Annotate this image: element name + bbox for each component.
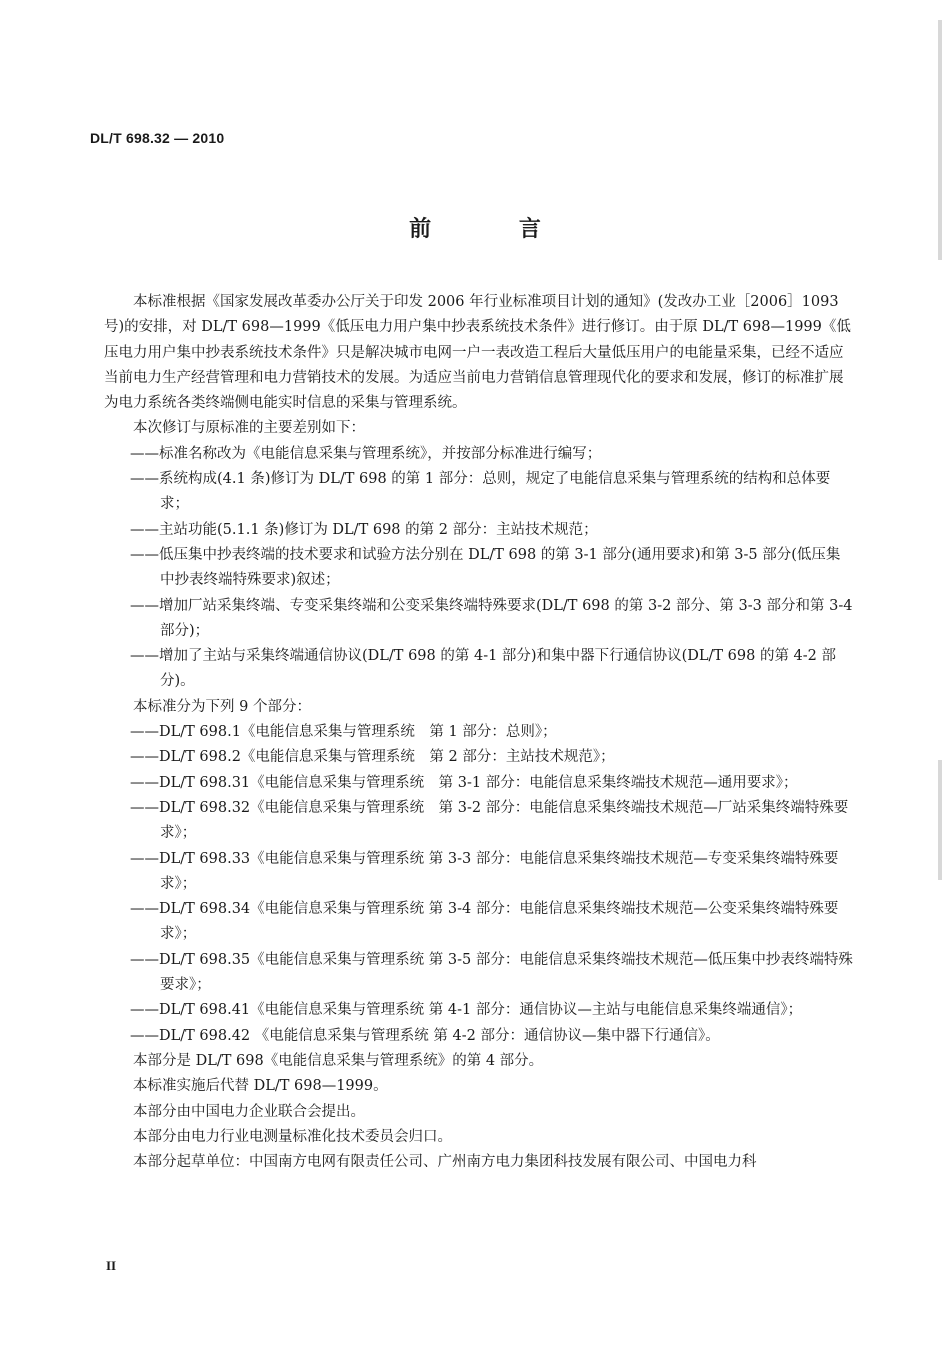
list-item: ——低压集中抄表终端的技术要求和试验方法分别在 DL/T 698 的第 3-1 部分(通用要求)和第 3-5 部分(低压集中抄表终端特殊要求)叙述； <box>130 546 841 589</box>
scan-edge-mark <box>938 760 942 880</box>
list-item: ——主站功能(5.1.1 条)修订为 DL/T 698 的第 2 部分：主站技术规范； <box>130 521 598 538</box>
list-item: ——DL/T 698.32《电能信息采集与管理系统 第 3-2 部分：电能信息采集终端技术规范—厂站采集终端特殊要求》； <box>130 799 849 842</box>
list-item: ——DL/T 698.41《电能信息采集与管理系统 第 4-1 部分：通信协议—主站与电能信息采集终端通信》； <box>130 1002 803 1019</box>
paragraph: 本部分起草单位：中国南方电网有限责任公司、广州南方电力集团科技发展有限公司、中国电力科 <box>133 1154 757 1171</box>
list-item: ——DL/T 698.42 《电能信息采集与管理系统 第 4-2 部分：通信协议—集中器下行通信》。 <box>130 1027 720 1044</box>
page-number: II <box>106 1258 117 1273</box>
paragraph: 本部分是 DL/T 698《电能信息采集与管理系统》的第 4 部分。 <box>133 1052 544 1069</box>
list-item: ——增加厂站采集终端、专变采集终端和公变采集终端特殊要求(DL/T 698 的第 3-2 部分、第 3-3 部分和第 3-4 部分)； <box>130 597 853 639</box>
list-item: ——系统构成(4.1 条)修订为 DL/T 698 的第 1 部分：总则，规定了电能信息采集与管理系统的结构和总体要求； <box>130 471 831 513</box>
list-item: ——增加了主站与采集终端通信协议(DL/T 698 的第 4-1 部分)和集中器下行通信协议(DL/T 698 的第 4-2 部分)。 <box>130 648 837 690</box>
paragraph: 本标准根据《国家发展改革委办公厅关于印发 2006 年行业标准项目计划的通知》(发改办工业［2006］1093 号)的安排，对 DL/T 698—1999《低压电力用户集中抄表系统技术条件》进行修订。由于原 DL/T 698—1999《低压电力用户集中抄表系统技术条件》只是解决城市电网一户一表改造工程后大量低压用户的电能量采集，已经不适应当前电力生产经营管理和电力营销技术的发展。为适应当前电力营销信息管理现代化的要求和发展，修订的标准扩展为电力系统各类终端侧电能实时信息的采集与管理系统。 <box>104 294 851 412</box>
paragraph: 本标准分为下列 9 个部分： <box>133 698 311 715</box>
page-title: 前 言 <box>409 217 581 242</box>
list-item: ——DL/T 698.35《电能信息采集与管理系统 第 3-5 部分：电能信息采集终端技术规范—低压集中抄表终端特殊要求》； <box>130 951 853 994</box>
paragraph: 本部分由电力行业电测量标准化技术委员会归口。 <box>133 1128 452 1145</box>
paragraph: 本次修订与原标准的主要差别如下： <box>133 420 365 437</box>
list-item: ——DL/T 698.31《电能信息采集与管理系统 第 3-1 部分：电能信息采集终端技术规范—通用要求》； <box>130 774 798 791</box>
list-item: ——DL/T 698.34《电能信息采集与管理系统 第 3-4 部分：电能信息采集终端技术规范—公变采集终端特殊要求》； <box>130 901 839 943</box>
list-item: ——DL/T 698.1《电能信息采集与管理系统 第 1 部分：总则》； <box>130 724 557 741</box>
list-item: ——标准名称改为《电能信息采集与管理系统》，并按部分标准进行编写； <box>130 445 602 462</box>
list-item: ——DL/T 698.33《电能信息采集与管理系统 第 3-3 部分：电能信息采集终端技术规范—专变采集终端特殊要求》； <box>130 850 839 892</box>
paragraph: 本部分由中国电力企业联合会提出。 <box>133 1103 365 1120</box>
paragraph: 本标准实施后代替 DL/T 698—1999。 <box>133 1078 388 1095</box>
document-code: DL/T 698.32 — 2010 <box>90 130 225 146</box>
list-item: ——DL/T 698.2《电能信息采集与管理系统 第 2 部分：主站技术规范》； <box>130 749 615 766</box>
document-body <box>104 290 854 1175</box>
scan-edge-mark <box>938 20 942 260</box>
